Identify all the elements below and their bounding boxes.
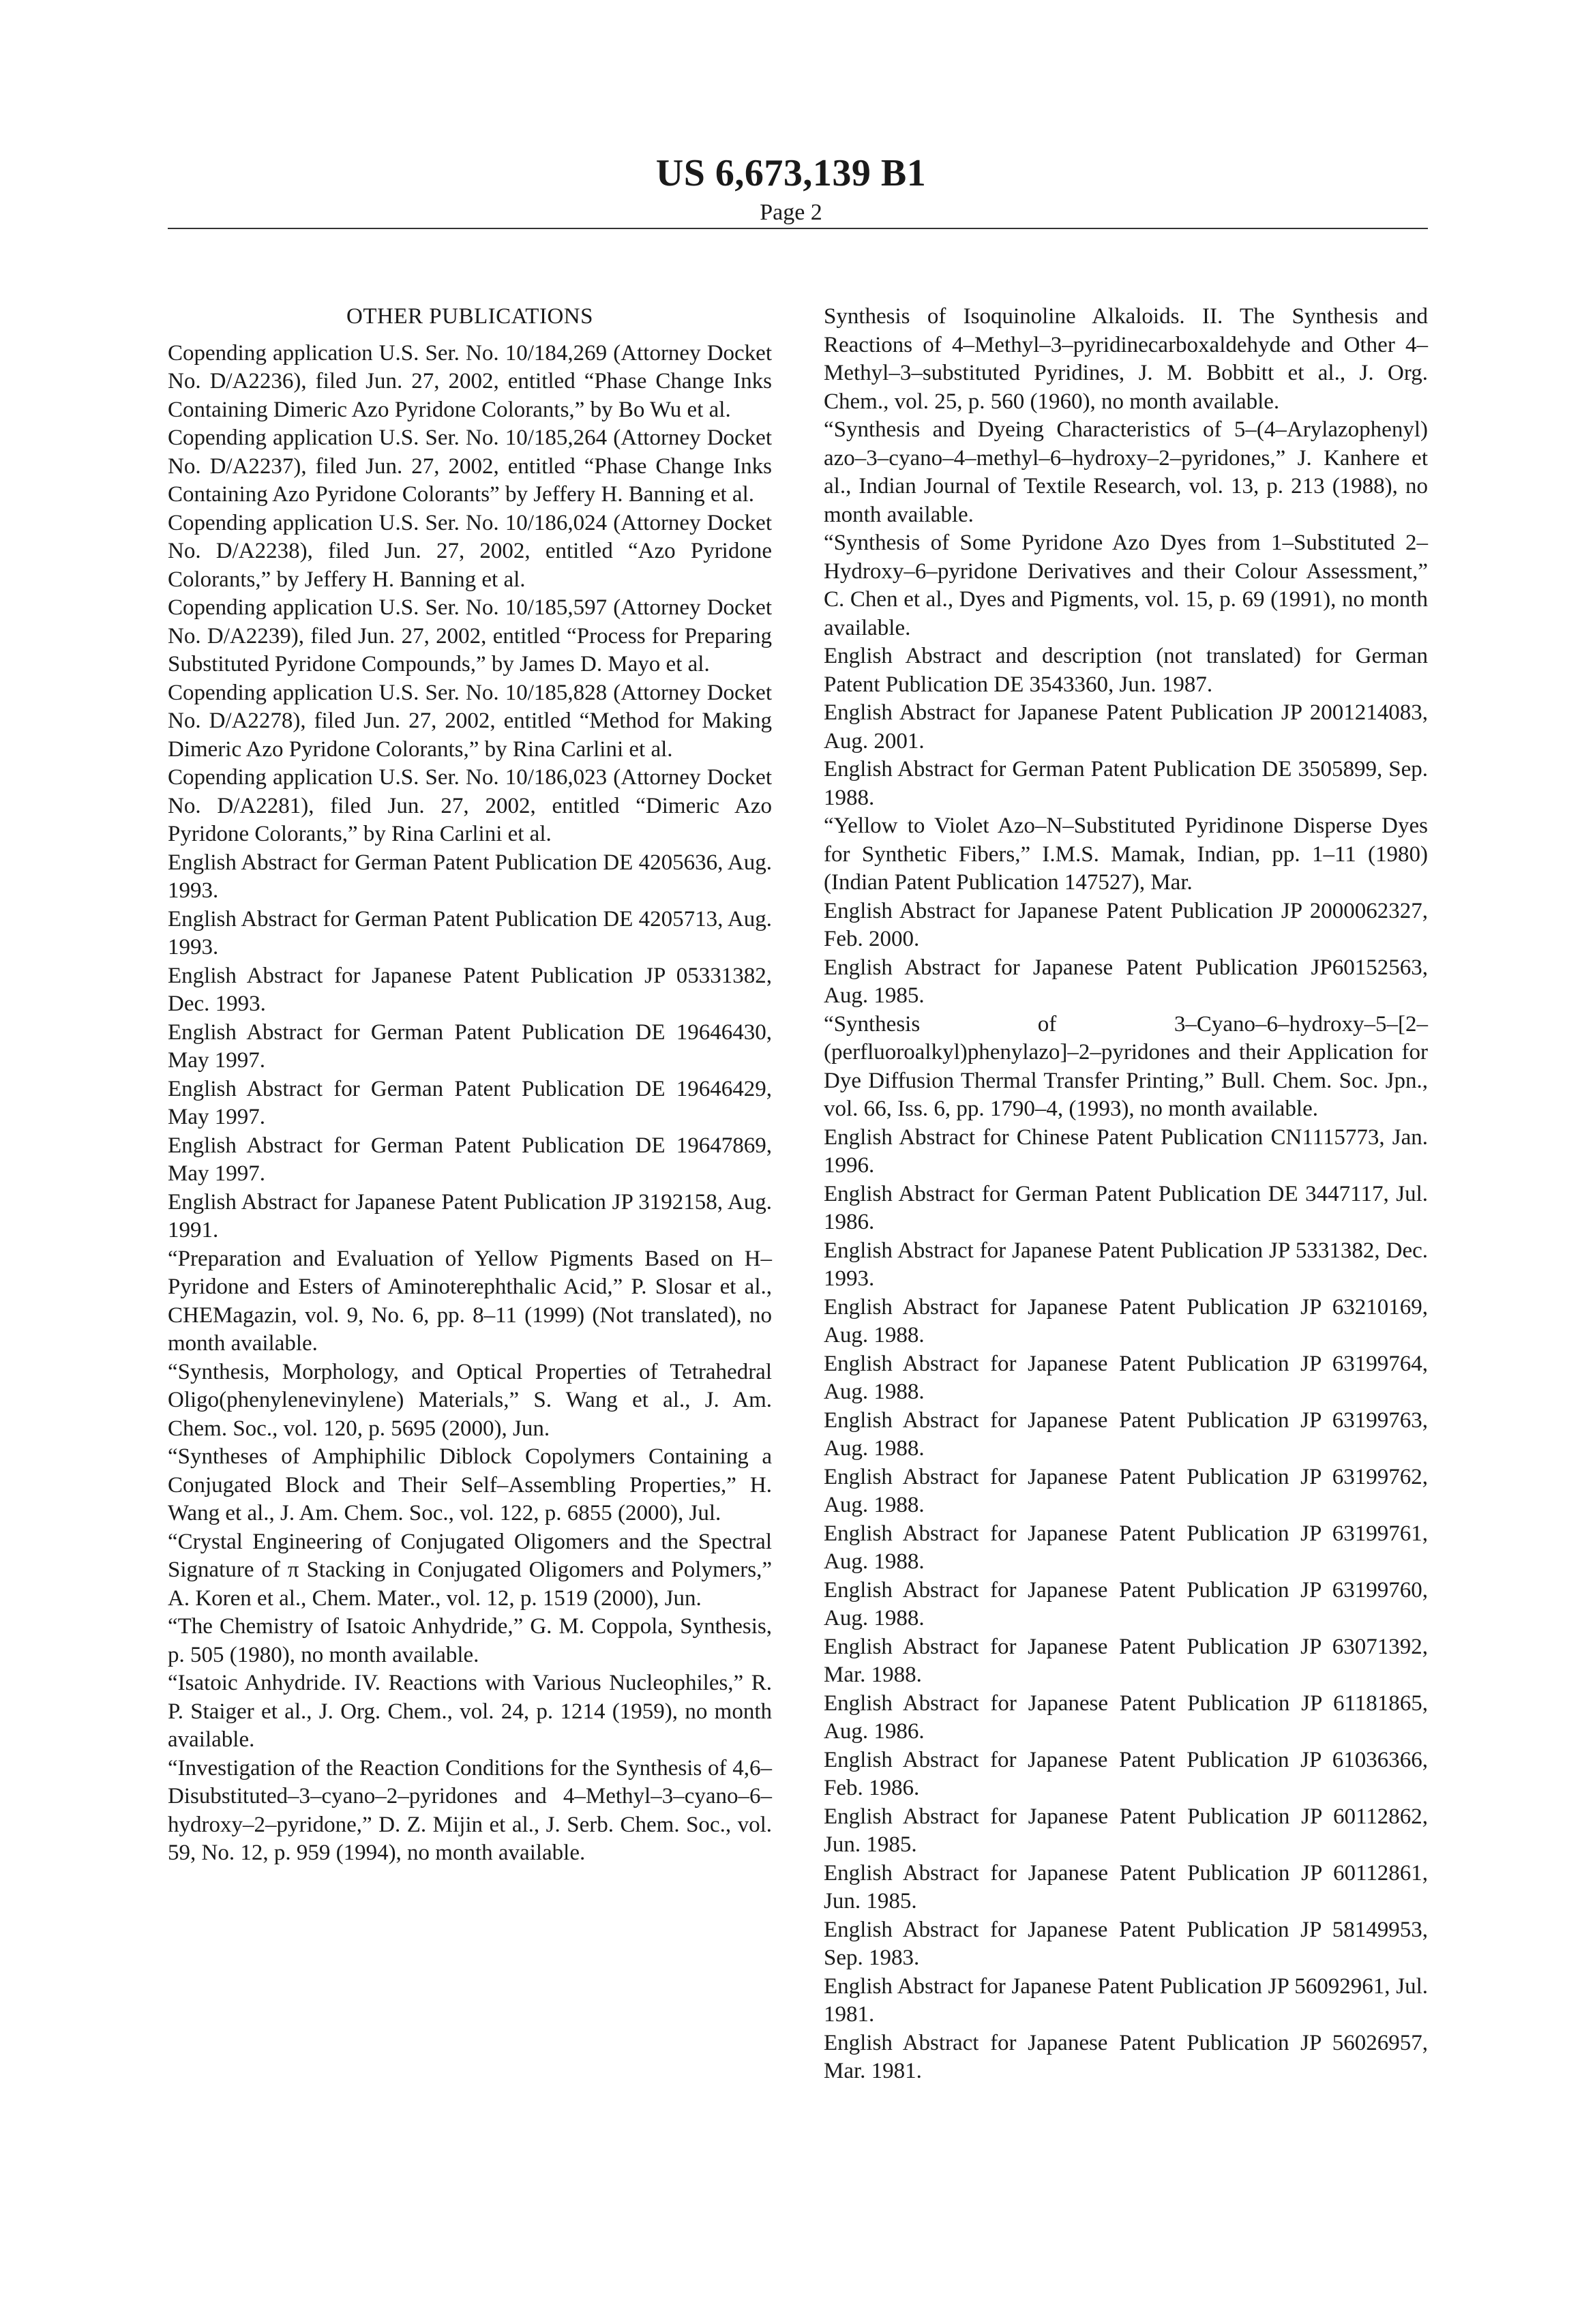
patent-number: US 6,673,139 B1 <box>0 151 1582 195</box>
reference-entry: “Preparation and Evaluation of Yellow Pigments Based on H–Pyridone and Esters of Aminoterephthalic Acid,” P. Slosar et al., CHEMagazin, vol. 9, No. 6, pp. 8–11 (1999) (Not translated), no month available. <box>168 1245 772 1358</box>
reference-entry: English Abstract for Japanese Patent Publication JP60152563, Aug. 1985. <box>824 954 1428 1011</box>
reference-entry: English Abstract for Japanese Patent Publication JP 61036366, Feb. 1986. <box>824 1746 1428 1803</box>
reference-entry: English Abstract for German Patent Publication DE 19646430, May 1997. <box>168 1019 772 1075</box>
reference-entry: “Investigation of the Reaction Conditions for the Synthesis of 4,6–Disubstituted–3–cyano–2–pyridones and 4–Methyl–3–cyano–6–hydroxy–2–pyridone,” D. Z. Mijin et al., J. Serb. Chem. Soc., vol. 59, No. 12, p. 959 (1994), no month available. <box>168 1755 772 1868</box>
reference-entry: English Abstract and description (not translated) for German Patent Publication DE 3543360, Jun. 1987. <box>824 642 1428 699</box>
reference-entry: English Abstract for German Patent Publication DE 4205713, Aug. 1993. <box>168 906 772 962</box>
reference-entry: Copending application U.S. Ser. No. 10/186,023 (Attorney Docket No. D/A2281), filed Jun. 27, 2002, entitled “Dimeric Azo Pyridone Colorants,” by Rina Carlini et al. <box>168 764 772 849</box>
reference-entry: English Abstract for Japanese Patent Publication JP 63199763, Aug. 1988. <box>824 1407 1428 1463</box>
reference-entry: English Abstract for Japanese Patent Publication JP 63199764, Aug. 1988. <box>824 1350 1428 1407</box>
reference-entry: “Synthesis of 3–Cyano–6–hydroxy–5–[2–(perfluoroalkyl)phenylazo]–2–pyridones and their Application for Dye Diffusion Thermal Transfer Printing,” Bull. Chem. Soc. Jpn., vol. 66, Iss. 6, pp. 1790–4, (1993), no month available. <box>824 1011 1428 1124</box>
reference-entry: English Abstract for Japanese Patent Publication JP 60112862, Jun. 1985. <box>824 1803 1428 1860</box>
reference-entry: “Isatoic Anhydride. IV. Reactions with Various Nucleophiles,” R. P. Staiger et al., J. Org. Chem., vol. 24, p. 1214 (1959), no month available. <box>168 1669 772 1755</box>
page-header <box>0 151 1582 226</box>
right-reference-list <box>824 303 1428 2086</box>
reference-entry: English Abstract for Japanese Patent Publication JP 63199762, Aug. 1988. <box>824 1463 1428 1520</box>
reference-entry: “Crystal Engineering of Conjugated Oligomers and the Spectral Signature of π Stacking in Conjugated Oligomers and Polymers,” A. Koren et al., Chem. Mater., vol. 12, p. 1519 (2000), Jun. <box>168 1528 772 1613</box>
reference-entry: English Abstract for German Patent Publication DE 3505899, Sep. 1988. <box>824 756 1428 812</box>
reference-entry: English Abstract for Japanese Patent Publication JP 60112861, Jun. 1985. <box>824 1860 1428 1916</box>
reference-entry: Copending application U.S. Ser. No. 10/186,024 (Attorney Docket No. D/A2238), filed Jun. 27, 2002, entitled “Azo Pyridone Colorants,” by Jeffery H. Banning et al. <box>168 509 772 595</box>
right-column <box>824 303 1428 2086</box>
reference-entry: English Abstract for Japanese Patent Publication JP 63210169, Aug. 1988. <box>824 1294 1428 1350</box>
reference-entry: English Abstract for German Patent Publication DE 4205636, Aug. 1993. <box>168 849 772 906</box>
reference-entry: English Abstract for Japanese Patent Publication JP 5331382, Dec. 1993. <box>824 1237 1428 1294</box>
reference-entry: English Abstract for German Patent Publication DE 3447117, Jul. 1986. <box>824 1180 1428 1237</box>
reference-entry: Copending application U.S. Ser. No. 10/184,269 (Attorney Docket No. D/A2236), filed Jun. 27, 2002, entitled “Phase Change Inks Containing Dimeric Azo Pyridone Colorants,” by Bo Wu et al. <box>168 340 772 425</box>
reference-entry: “Synthesis of Some Pyridone Azo Dyes from 1–Substituted 2–Hydroxy–6–pyridone Derivatives and their Colour Assessment,” C. Chen et al., Dyes and Pigments, vol. 15, p. 69 (1991), no month available. <box>824 529 1428 642</box>
page-number: Page 2 <box>0 199 1582 226</box>
left-column <box>168 303 772 1868</box>
reference-entry: Copending application U.S. Ser. No. 10/185,264 (Attorney Docket No. D/A2237), filed Jun. 27, 2002, entitled “Phase Change Inks Containing Azo Pyridone Colorants” by Jeffery H. Banning et al. <box>168 424 772 509</box>
reference-entry: English Abstract for Japanese Patent Publication JP 63071392, Mar. 1988. <box>824 1633 1428 1690</box>
reference-entry: “Synthesis and Dyeing Characteristics of 5–(4–Arylazophenyl) azo–3–cyano–4–methyl–6–hydroxy–2–pyridones,” J. Kanhere et al., Indian Journal of Textile Research, vol. 13, p. 213 (1988), no month available. <box>824 416 1428 529</box>
reference-entry: English Abstract for Japanese Patent Publication JP 61181865, Aug. 1986. <box>824 1690 1428 1746</box>
reference-entry: English Abstract for German Patent Publication DE 19647869, May 1997. <box>168 1132 772 1189</box>
left-reference-list <box>168 340 772 1868</box>
reference-entry: English Abstract for Japanese Patent Publication JP 2000062327, Feb. 2000. <box>824 897 1428 954</box>
reference-entry: English Abstract for Japanese Patent Publication JP 56092961, Jul. 1981. <box>824 1973 1428 2029</box>
reference-entry: English Abstract for Japanese Patent Publication JP 58149953, Sep. 1983. <box>824 1916 1428 1973</box>
reference-entry: English Abstract for Japanese Patent Publication JP 56026957, Mar. 1981. <box>824 2029 1428 2086</box>
reference-entry: “Syntheses of Amphiphilic Diblock Copolymers Containing a Conjugated Block and Their Self–Assembling Properties,” H. Wang et al., J. Am. Chem. Soc., vol. 122, p. 6855 (2000), Jul. <box>168 1443 772 1528</box>
reference-entry: English Abstract for German Patent Publication DE 19646429, May 1997. <box>168 1075 772 1132</box>
header-divider <box>168 228 1428 229</box>
reference-entry: “Yellow to Violet Azo–N–Substituted Pyridinone Disperse Dyes for Synthetic Fibers,” I.M.S. Mamak, Indian, pp. 1–11 (1980) (Indian Patent Publication 147527), Mar. <box>824 812 1428 897</box>
reference-entry: English Abstract for Japanese Patent Publication JP 3192158, Aug. 1991. <box>168 1189 772 1245</box>
reference-entry: “The Chemistry of Isatoic Anhydride,” G. M. Coppola, Synthesis, p. 505 (1980), no month available. <box>168 1613 772 1669</box>
reference-entry: English Abstract for Japanese Patent Publication JP 63199761, Aug. 1988. <box>824 1520 1428 1577</box>
reference-entry: English Abstract for Chinese Patent Publication CN1115773, Jan. 1996. <box>824 1124 1428 1180</box>
reference-entry: English Abstract for Japanese Patent Publication JP 2001214083, Aug. 2001. <box>824 699 1428 756</box>
reference-entry: Copending application U.S. Ser. No. 10/185,828 (Attorney Docket No. D/A2278), filed Jun. 27, 2002, entitled “Method for Making Dimeric Azo Pyridone Colorants,” by Rina Carlini et al. <box>168 679 772 764</box>
reference-entry: English Abstract for Japanese Patent Publication JP 63199760, Aug. 1988. <box>824 1577 1428 1633</box>
reference-entry: “Synthesis, Morphology, and Optical Properties of Tetrahedral Oligo(phenylenevinylene) Materials,” S. Wang et al., J. Am. Chem. Soc., vol. 120, p. 5695 (2000), Jun. <box>168 1358 772 1444</box>
reference-entry: Synthesis of Isoquinoline Alkaloids. II. The Synthesis and Reactions of 4–Methyl–3–pyridinecarboxaldehyde and Other 4–Methyl–3–substituted Pyridines, J. M. Bobbitt et al., J. Org. Chem., vol. 25, p. 560 (1960), no month available. <box>824 303 1428 416</box>
section-title: OTHER PUBLICATIONS <box>168 303 772 331</box>
reference-entry: Copending application U.S. Ser. No. 10/185,597 (Attorney Docket No. D/A2239), filed Jun. 27, 2002, entitled “Process for Preparing Substituted Pyridone Compounds,” by James D. Mayo et al. <box>168 594 772 679</box>
reference-entry: English Abstract for Japanese Patent Publication JP 05331382, Dec. 1993. <box>168 962 772 1019</box>
